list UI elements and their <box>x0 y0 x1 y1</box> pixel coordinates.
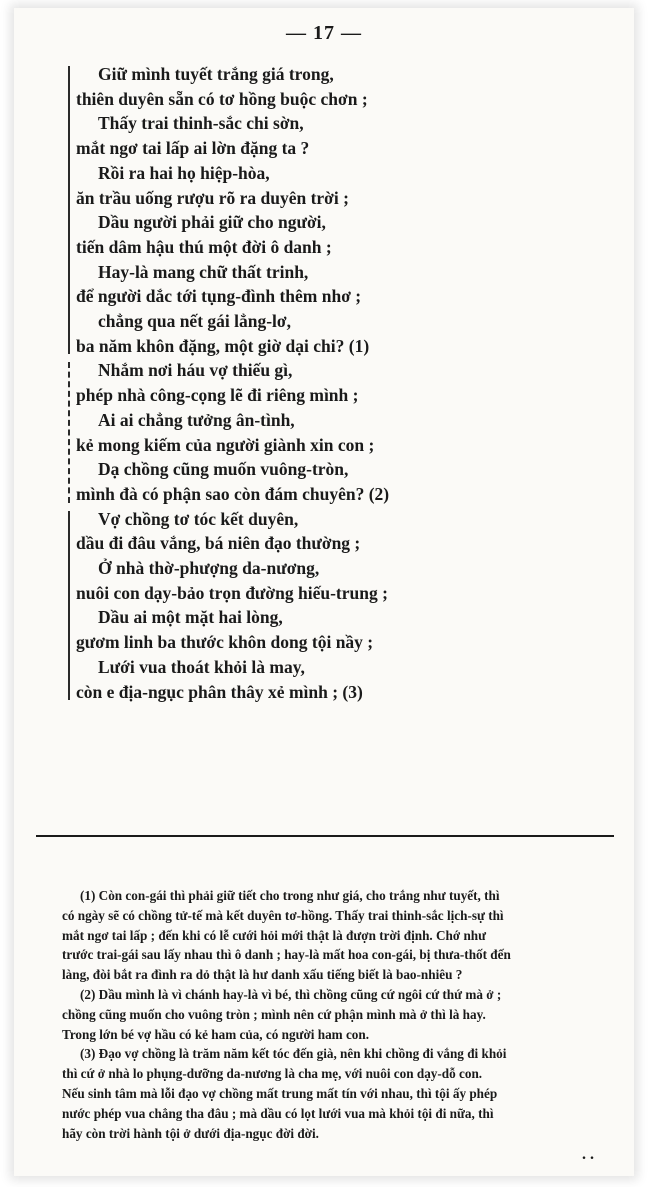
footnote-line: (3) Đạo vợ chồng là trăm năm kết tóc đến già, nên khi chồng đi vắng đi khỏi <box>80 1046 507 1062</box>
poem-line: dầu đi đâu vắng, bá niên đạo thường ; <box>76 533 361 554</box>
footnote-line: hãy còn trời hành tội ở dưới địa-ngục đời đời. <box>62 1125 319 1141</box>
footnote-line: (2) Dầu mình là vì chánh hay-là vì bé, thì chồng cũng cứ ngôi cứ thứ mà ở ; <box>80 986 502 1002</box>
poem-line: Dạ chồng cũng muốn vuông-tròn, <box>98 459 349 480</box>
footnote <box>44 1044 612 1143</box>
poem-line: Vợ chồng tơ tóc kết duyên, <box>98 508 299 529</box>
poem-line: Ở nhà thờ-phượng da-nương, <box>98 558 320 579</box>
footnote-line: Nếu sinh tâm mà lỗi đạo vợ chồng mất trung mất tín với nhau, thì tội ấy phép <box>62 1085 498 1101</box>
footnote-line: có ngày sẽ có chồng tử-tế mà kết duyên tơ-hồng. Thấy trai thinh-sắc lịch-sự thì <box>62 907 504 923</box>
book-page <box>14 8 634 1176</box>
footnote-line: nước phép vua chẳng tha đâu ; mà dầu có lọt lưới vua mà khỏi tội đi nữa, thì <box>62 1105 494 1121</box>
stanza <box>76 507 596 705</box>
poem-line: Thấy trai thinh-sắc chi sờn, <box>98 113 304 134</box>
poem-line: phép nhà công-cọng lẽ đi riêng mình ; <box>76 385 359 406</box>
poem-line: Nhắm nơi háu vợ thiếu gì, <box>98 360 293 381</box>
poem-line: thiên duyên sẵn có tơ hồng buộc chơn ; <box>76 88 368 109</box>
poem-line: Rồi ra hai họ hiệp-hòa, <box>98 162 270 183</box>
poem-line: còn e địa-ngục phân thây xẻ mình ; (3) <box>76 681 363 702</box>
poem-line: Ai ai chẳng tưởng ân-tình, <box>98 409 295 430</box>
stanza <box>76 358 596 506</box>
trailing-marks: . . <box>582 1146 594 1163</box>
footnote <box>44 886 612 985</box>
stanza-bracket <box>68 362 70 502</box>
footnotes <box>44 886 612 1143</box>
poem-line: nuôi con dạy-bảo trọn đường hiếu-trung ; <box>76 582 388 603</box>
stanza-bracket <box>68 511 70 701</box>
footnote-line: trước trai-gái sau lấy nhau thì ô danh ; hay-là mất hoa con-gái, bị thưa-thốt đến <box>62 947 511 963</box>
poem-line: mắt ngơ tai lấp ai lờn đặng ta ? <box>76 138 310 159</box>
stanza-bracket <box>68 66 70 354</box>
poem-line: tiến dâm hậu thú một đời ô danh ; <box>76 236 332 257</box>
poem-line: Lưới vua thoát khỏi là may, <box>98 656 305 677</box>
poem-line: gươm linh ba thước khôn dong tội nầy ; <box>76 632 374 653</box>
footnote-line: làng, đòi bắt ra đình ra dỏ thật là hư danh xấu tiếng biết là bao-nhiêu ? <box>62 967 463 983</box>
poem-line: để người dắc tới tụng-đình thêm nhơ ; <box>76 286 362 307</box>
stanza <box>76 62 596 358</box>
footnote-line: Trong lớn bé vợ hầu có kẻ ham của, có người ham con. <box>62 1026 370 1042</box>
poem-line: chẳng qua nết gái lẳng-lơ, <box>98 311 291 332</box>
footnote-divider <box>36 835 614 837</box>
footnote-line: thì cứ ở nhà lo phụng-dưỡng da-nương là cha mẹ, với nuôi con dạy-dỗ con. <box>62 1066 483 1082</box>
page-number: — 17 — <box>286 22 362 44</box>
footnote-line: chồng cũng muốn cho vuông tròn ; mình nên cứ phận mình mà ở thì là hay. <box>62 1006 486 1022</box>
footnote-line: mắt ngơ tai lấp ; đến khi có lễ cưới hỏi mới thật là đượn trời định. Chớ như <box>62 927 487 943</box>
poem-line: Dầu ai một mặt hai lòng, <box>98 607 283 628</box>
poem-line: mình đà có phận sao còn đám chuyên? (2) <box>76 483 390 504</box>
poem-line: Giữ mình tuyết trắng giá trong, <box>98 64 334 84</box>
poem-line: Dầu người phải giữ cho người, <box>98 212 326 233</box>
footnote <box>44 985 612 1044</box>
poem-line: ăn trầu uống rượu rõ ra duyên trời ; <box>76 187 349 208</box>
poem <box>76 62 596 704</box>
poem-line: kẻ mong kiếm của người giành xin con ; <box>76 434 375 455</box>
footnote-line: (1) Còn con-gái thì phải giữ tiết cho trong như giá, cho trắng như tuyết, thì <box>80 888 500 903</box>
poem-line: ba năm khôn đặng, một giờ dại chi? (1) <box>76 335 370 356</box>
poem-line: Hay-là mang chữ thất trinh, <box>98 261 309 282</box>
